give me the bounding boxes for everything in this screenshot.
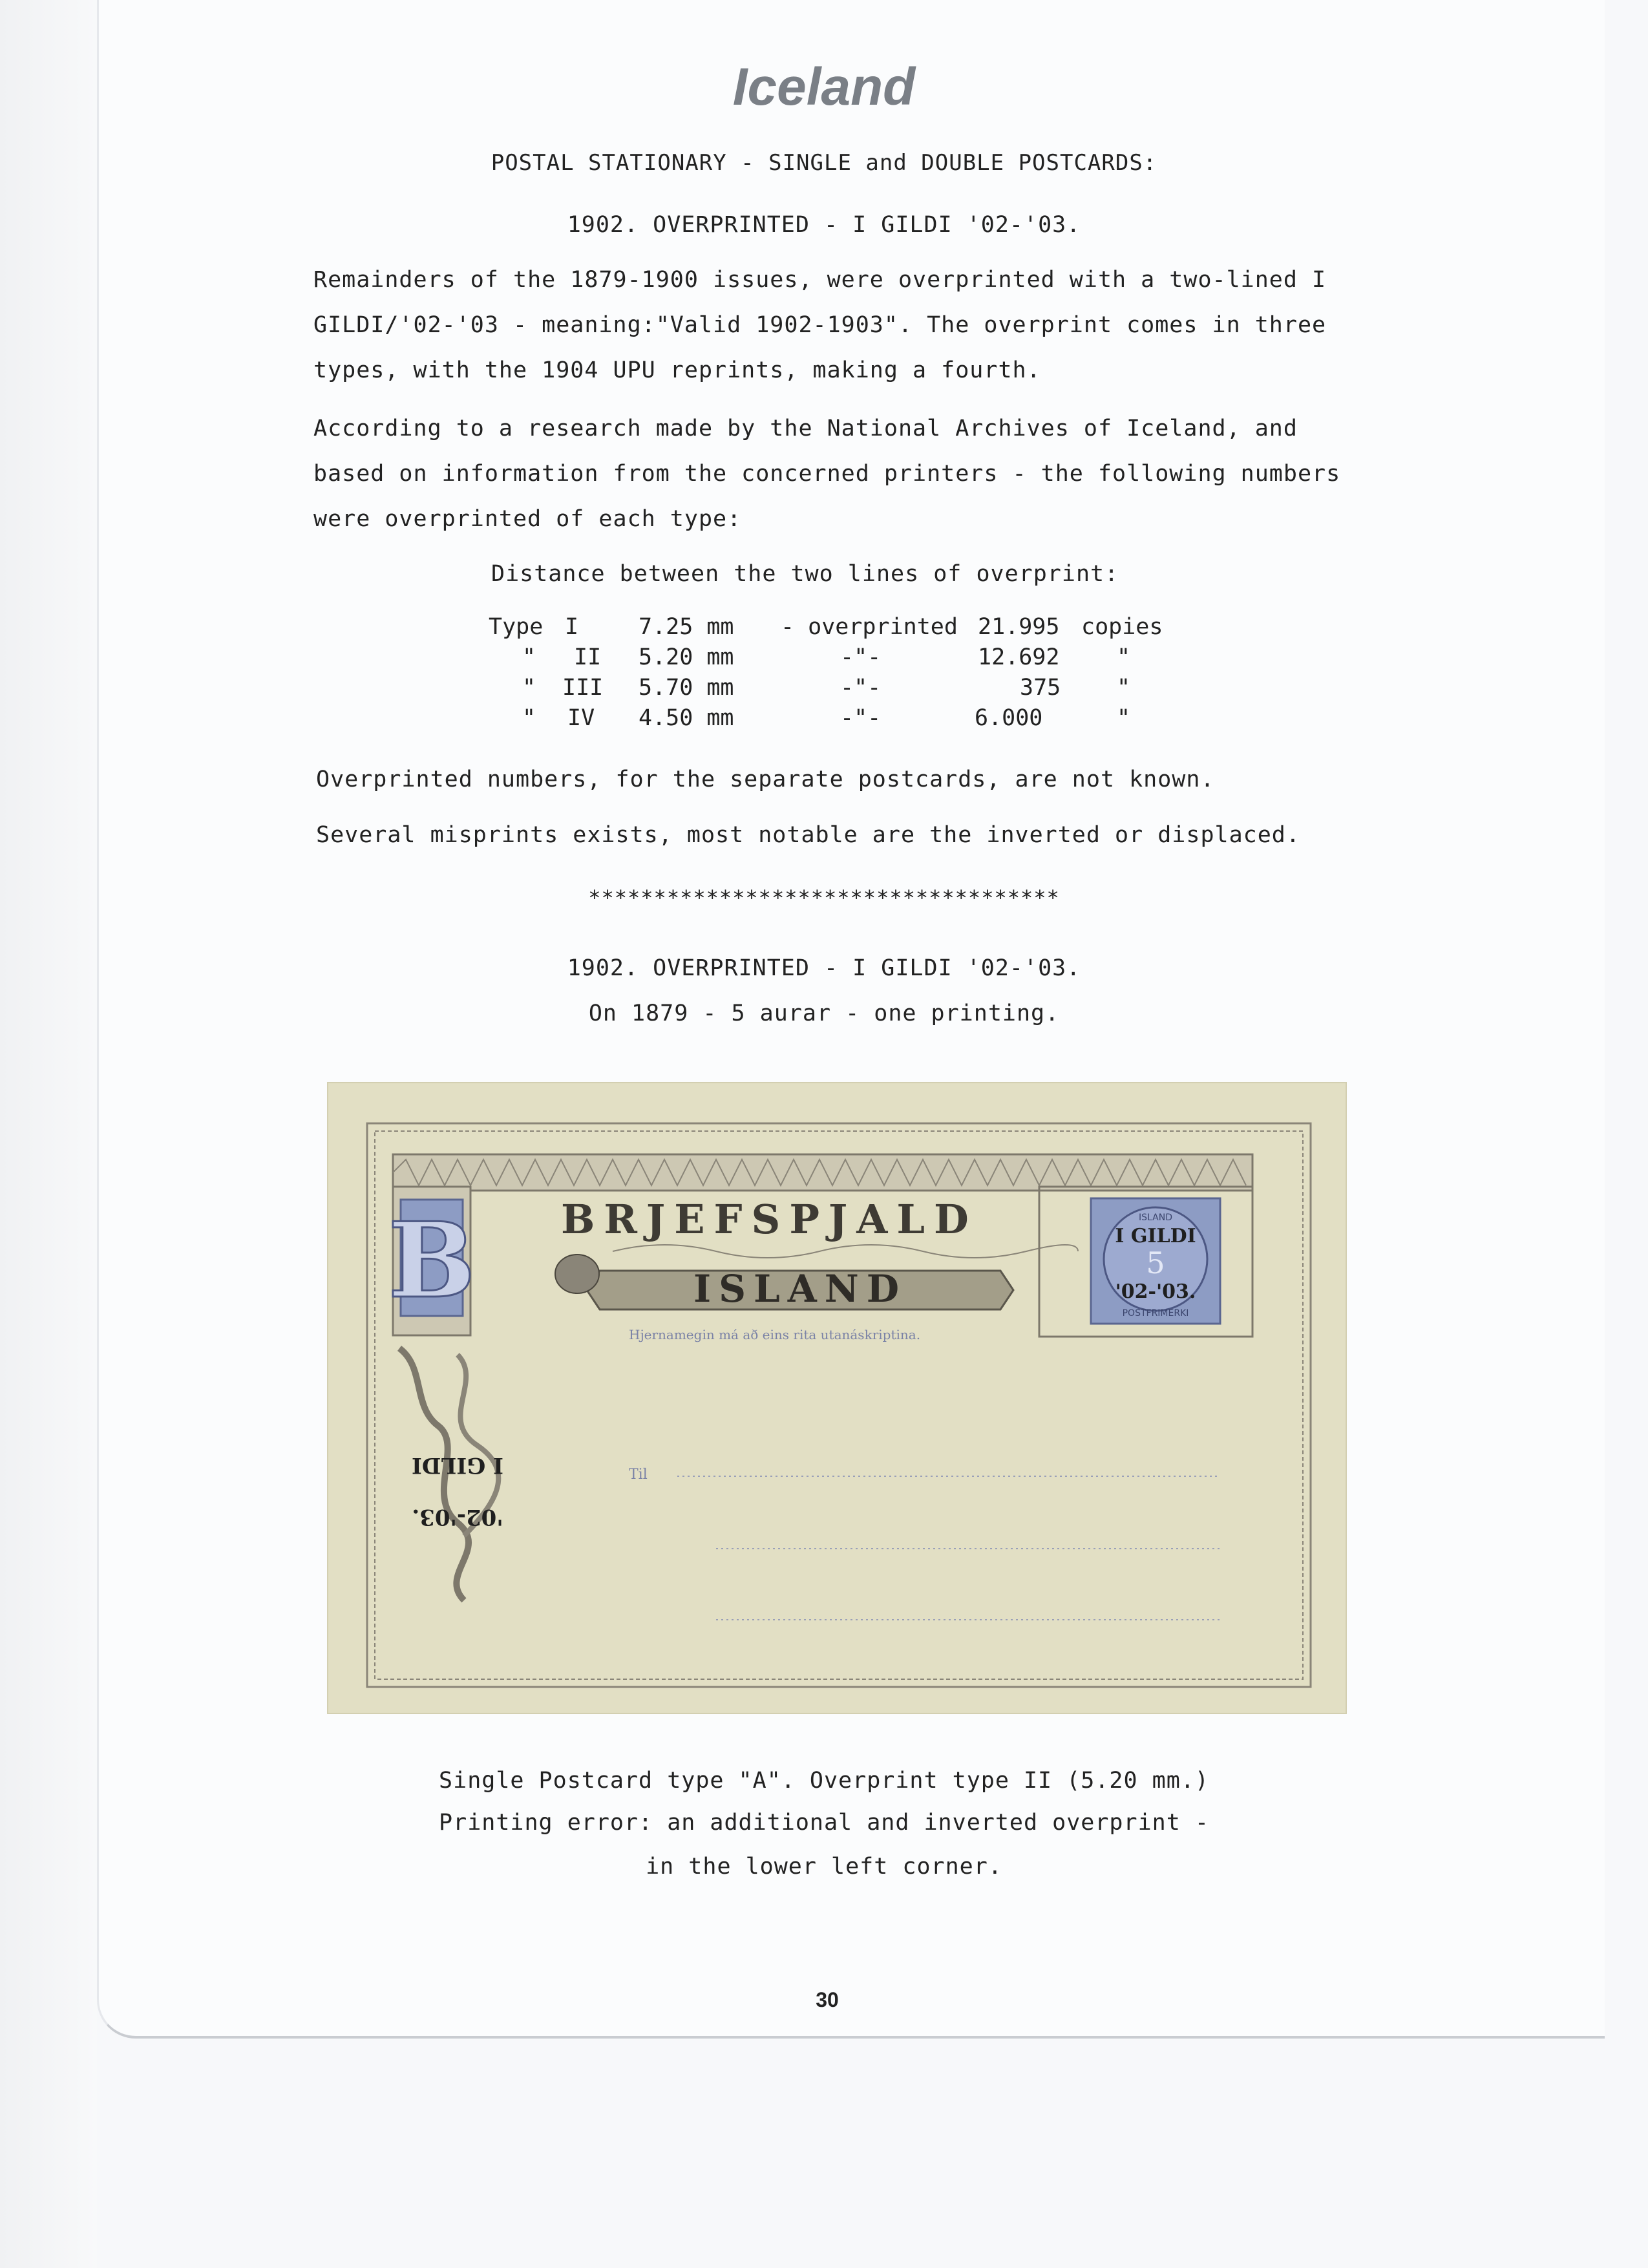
distance-value: 4.50 mm (639, 705, 734, 731)
stamp-country: ISLAND (1139, 1213, 1172, 1223)
table-caption: Distance between the two lines of overprint: (491, 561, 1119, 587)
distance-value: 5.70 mm (639, 675, 734, 701)
type-label: IV (567, 705, 595, 731)
inverted-line-2: I GILDI (412, 1452, 503, 1478)
type-prefix: " (522, 705, 536, 731)
dragon-head-ornament (555, 1255, 599, 1293)
postcard-image (328, 1083, 1346, 1713)
divider: ************************************ (588, 885, 1060, 910)
issue-heading: 1902. OVERPRINTED - I GILDI '02-'03. (567, 212, 1081, 238)
note-separate: Overprinted numbers, for the separate postcards, are not known. (316, 767, 1215, 792)
page-title: Iceland (732, 58, 916, 116)
stamp-bottom-text: POSTFRIMERKI (1122, 1308, 1189, 1319)
stamp-value: 5 (1146, 1245, 1165, 1280)
scan-edge (0, 0, 97, 2268)
unit-value: copies (1081, 614, 1163, 640)
type-label: I (565, 614, 579, 640)
distance-value: 7.25 mm (639, 614, 734, 640)
caption-line-3: in the lower left corner. (646, 1854, 1002, 1880)
subheading-value: On 1879 - 5 aurar - one printing. (588, 1001, 1060, 1026)
section-heading: POSTAL STATIONARY - SINGLE and DOUBLE POSTCARDS: (491, 150, 1157, 176)
type-prefix: Type (489, 614, 544, 640)
count-value: 12.692 (978, 644, 1060, 670)
count-value: 21.995 (978, 614, 1060, 640)
inverted-line-1: '02-'03. (412, 1504, 503, 1530)
type-prefix: " (522, 644, 536, 670)
count-value: 6.000 (975, 705, 1043, 731)
count-value: 375 (1020, 675, 1061, 701)
caption-line-2: Printing error: an additional and inverted overprint - (439, 1810, 1209, 1836)
country-text: ISLAND (693, 1267, 907, 1311)
overprint-bottom: '02-'03. (1115, 1280, 1196, 1303)
postcard-artwork (328, 1083, 1346, 1713)
address-label: Til (629, 1467, 648, 1483)
note-value: -"- (840, 705, 882, 731)
note-value: - overprinted (781, 614, 958, 640)
note-value: -"- (840, 675, 882, 701)
scroll-ornament (613, 1245, 1078, 1258)
card-heading: BRJEFSPJALD (561, 1196, 978, 1243)
type-prefix: " (522, 675, 536, 701)
note-value: -"- (840, 644, 882, 670)
overprint-top: I GILDI (1115, 1225, 1196, 1247)
type-label: III (562, 675, 604, 701)
unit-value: " (1117, 675, 1131, 701)
type-label: II (574, 644, 602, 670)
initial-b-letter: B (388, 1200, 476, 1321)
note-misprints: Several misprints exists, most notable are the inverted or displaced. (316, 822, 1300, 848)
page-number: 30 (816, 1988, 839, 2011)
subheading-issue: 1902. OVERPRINTED - I GILDI '02-'03. (567, 955, 1081, 981)
intro-paragraph: Remainders of the 1879-1900 issues, were overprinted with a two-lined I GILDI/'02-'03 - meaning:"Valid 1902-1903". The overprint comes in three types, with the 1904 UPU reprints, making a fourth. (313, 267, 1327, 383)
unit-value: " (1117, 644, 1131, 670)
research-paragraph: According to a research made by the National Archives of Iceland, and based on information from the concerned printers - the following numbers were overprinted of each type: (313, 416, 1341, 532)
caption-line-1: Single Postcard type "A". Overprint type II (5.20 mm.) (439, 1768, 1209, 1794)
unit-value: " (1117, 705, 1131, 731)
inverted-overprint (412, 1452, 503, 1530)
distance-value: 5.20 mm (639, 644, 734, 670)
instruction-text: Hjernamegin má að eins rita utanáskriptina. (629, 1327, 921, 1342)
